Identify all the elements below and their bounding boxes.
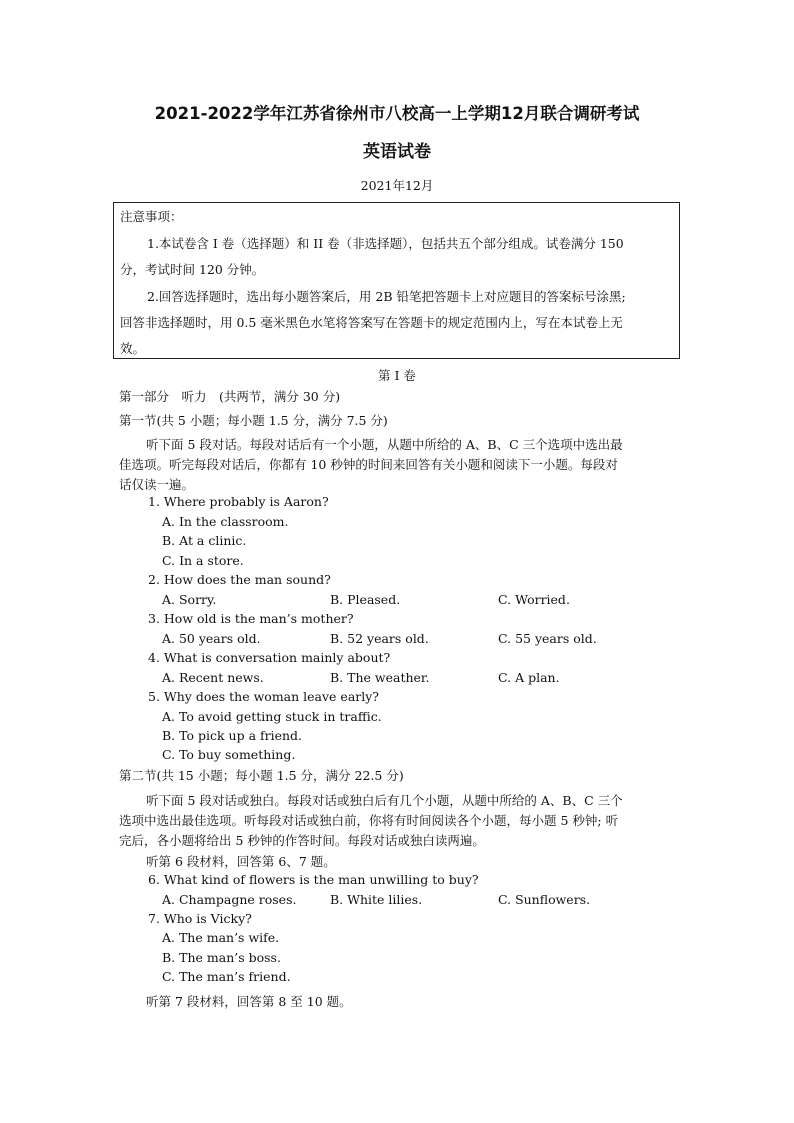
group-6-instruction: 听第 6 段材料，回答第 6、7 题。 [146, 854, 336, 869]
notice-item-2-line-2: 回答非选择题时，用 0.5 毫米黑色水笔将答案写在答题卡的规定范围内上，写在本试卷上无 [120, 315, 623, 330]
question-3: 3. How old is the man’s mother? [148, 611, 354, 626]
q4-option-a: A. Recent news. [162, 670, 264, 685]
q4-option-c: C. A plan. [498, 670, 560, 685]
notice-item-2-line-3: 效。 [120, 341, 146, 356]
q7-option-b: B. The man’s boss. [162, 950, 281, 965]
question-4: 4. What is conversation mainly about? [148, 650, 391, 665]
notice-box [113, 202, 680, 359]
question-1: 1. Where probably is Aaron? [148, 494, 329, 509]
q3-option-b: B. 52 years old. [330, 631, 429, 646]
q6-option-a: A. Champagne roses. [162, 892, 297, 907]
part1-title: 第一部分 听力 (共两节，满分 30 分) [119, 389, 341, 404]
exam-subtitle: 英语试卷 [363, 142, 431, 162]
notice-item-2-line-1: 2.回答选择题时，选出每小题答案后，用 2B 铅笔把答题卡上对应题目的答案标号涂黑; [147, 289, 626, 304]
section1-instruction-line-3: 话仅读一遍。 [119, 477, 195, 492]
q2-option-c: C. Worried. [498, 592, 570, 607]
section2-title: 第二节(共 15 小题；每小题 1.5 分，满分 22.5 分) [119, 768, 404, 783]
exam-title: 2021-2022学年江苏省徐州市八校高一上学期12月联合调研考试 [154, 104, 640, 123]
q2-option-a: A. Sorry. [162, 592, 217, 607]
notice-item-1-line-2: 分，考试时间 120 分钟。 [120, 262, 265, 277]
q7-option-c: C. The man’s friend. [162, 969, 291, 984]
q1-option-b: B. At a clinic. [162, 533, 247, 548]
q5-option-a: A. To avoid getting stuck in traffic. [162, 709, 382, 724]
section1-title: 第一节(共 5 小题；每小题 1.5 分，满分 7.5 分) [119, 413, 388, 428]
notice-heading: 注意事项： [120, 209, 183, 224]
q1-option-c: C. In a store. [162, 553, 244, 568]
section2-instruction-line-3: 完后，各小题将给出 5 秒钟的作答时间。每段对话或独白读两遍。 [119, 833, 485, 848]
section1-instruction-line-2: 佳选项。听完每段对话后，你都有 10 秒钟的时间来回答有关小题和阅读下一小题。每段对 [119, 457, 618, 472]
question-2: 2. How does the man sound? [148, 572, 331, 587]
section2-instruction-line-2: 选项中选出最佳选项。听每段对话或独白前，你将有时间阅读各个小题，每小题 5 秒钟; 听 [119, 813, 619, 828]
section1-instruction-line-1: 听下面 5 段对话。每段对话后有一个小题，从题中所给的 A、B、C 三个选项中选出最 [146, 437, 623, 452]
section2-instruction-line-1: 听下面 5 段对话或独白。每段对话或独白后有几个小题，从题中所给的 A、B、C 三个 [146, 793, 623, 808]
notice-item-1-line-1: 1.本试卷含 I 卷（选择题）和 II 卷（非选择题），包括共五个部分组成。试卷满分 150 [147, 236, 624, 251]
q5-option-c: C. To buy something. [162, 747, 296, 762]
group-7-instruction: 听第 7 段材料，回答第 8 至 10 题。 [146, 994, 352, 1009]
q6-option-b: B. White lilies. [330, 892, 423, 907]
q3-option-c: C. 55 years old. [498, 631, 597, 646]
q3-option-a: A. 50 years old. [162, 631, 261, 646]
question-7: 7. Who is Vicky? [148, 911, 252, 926]
question-6: 6. What kind of flowers is the man unwilling to buy? [148, 872, 479, 887]
q1-option-a: A. In the classroom. [162, 514, 289, 529]
q5-option-b: B. To pick up a friend. [162, 728, 303, 743]
q4-option-b: B. The weather. [330, 670, 430, 685]
question-5: 5. Why does the woman leave early? [148, 689, 380, 704]
exam-date: 2021年12月 [360, 178, 434, 193]
q6-option-c: C. Sunflowers. [498, 892, 591, 907]
volume-label: 第 I 卷 [378, 368, 416, 383]
q7-option-a: A. The man’s wife. [162, 930, 280, 945]
q2-option-b: B. Pleased. [330, 592, 401, 607]
